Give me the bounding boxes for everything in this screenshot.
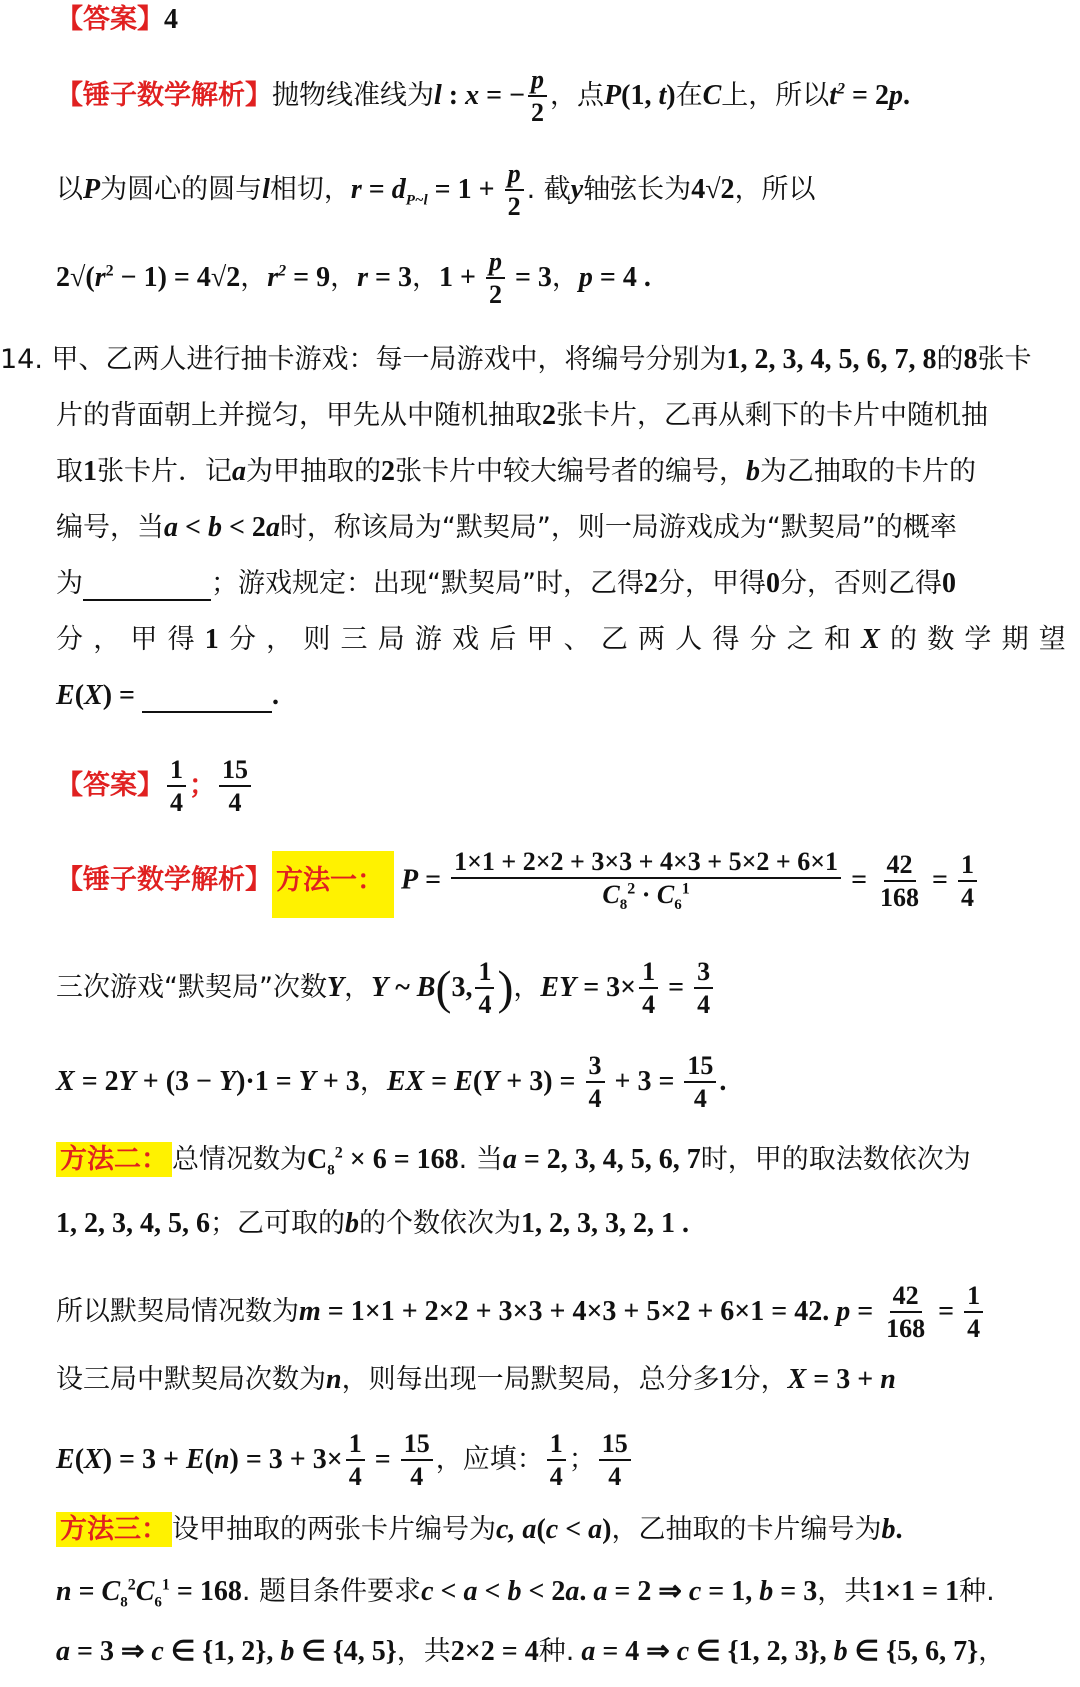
text: ，应填： [435,1443,544,1475]
q14-line-2 [56,400,1066,432]
q14-line-3 [56,456,1066,488]
fraction: $\frac{42}{168}$ [886,1281,926,1344]
math: n [56,1576,72,1607]
math: = 4 . [592,261,651,293]
math: . [895,1514,903,1545]
fraction: $\frac{42}{168}$ [880,849,920,913]
math: = 3× [576,971,637,1003]
method2-line-1 [56,1144,1066,1180]
spread-char: 1 [204,624,219,655]
math: (c < a) [536,1514,612,1545]
math: Y [371,971,389,1003]
math: a [502,1144,517,1175]
prev-analysis-line-1 [56,66,1066,127]
math: ~ [388,971,417,1003]
math: X [56,1065,75,1097]
math: = [925,864,955,896]
fraction: $\frac{1}{4}$ [958,851,977,912]
text: ，则每出现一局默契局，总分多 [341,1364,720,1395]
answer-blank-2[interactable] [142,680,272,713]
q14-line-1 [0,344,1066,376]
method-3-label: 方法三： [56,1512,172,1547]
text: 取 [56,456,83,487]
text: ， [330,261,358,293]
math: 8 [963,344,978,375]
math: $t^2$ [829,79,846,111]
fraction: $\frac{p}{2}$ [486,248,505,309]
text: 三次游戏“默契局”次数 [56,971,327,1003]
math: 2 [542,400,556,431]
math: 4√2 [691,173,735,205]
text: 甲、乙两人进行抽卡游戏：每一局游戏中，将编号分别为 [51,344,727,375]
spread-char: 后 [489,624,517,655]
text: 种. [959,1576,995,1607]
fraction: $\frac{15}{4}$ [401,1430,433,1491]
spread-char: X [861,624,880,655]
math: x [465,79,480,111]
text: ， [344,971,372,1003]
math: EX [386,1065,425,1097]
math: 2×2 = 4 [450,1636,539,1667]
text: ， [551,261,579,293]
spread-char: 三 [340,624,368,655]
math: . [271,680,279,711]
math: b [345,1208,359,1239]
text: 相切， [269,173,351,205]
math: = 3 [507,261,552,293]
text: . 题目条件要求 [241,1576,422,1607]
text: . 截 [526,173,571,205]
math: a [164,512,178,543]
text: ； [568,1443,596,1475]
text: 设三局中默契局次数为 [56,1364,326,1395]
math: ( [435,961,452,1015]
math: = [931,1295,962,1327]
math: 2 [643,568,658,599]
spread-char: 得 [712,624,740,655]
math: = 9 [286,261,331,293]
text: 张卡片．记 [97,456,232,487]
spread-char: ， [93,624,121,655]
math: < a < b < 2a. [433,1576,594,1607]
math: = 4 ⇒ c ∈ {1, 2, 3}, b ∈ {5, 6, 7} [595,1636,979,1667]
spread-char: 望 [1038,624,1066,655]
math: r [350,173,362,205]
math: l [262,173,270,205]
math: X [787,1364,807,1395]
text: 总情况数为 [172,1144,307,1175]
math: < 2 [221,512,266,543]
text: ， [240,261,268,293]
math: a [574,1636,596,1667]
text: ；乙可取的 [210,1208,345,1239]
math: $C_8^2 \times 6 = 168$ [307,1144,459,1179]
math: = 2Y + (3 − Y)·1 = Y + 3 [74,1065,360,1097]
text: ；游戏规定：出现“默契局”时，乙得 [211,568,644,599]
method3-line-1 [56,1514,1066,1546]
math: $r^2$ [267,261,287,293]
text: ，共 [817,1576,872,1607]
math: E [56,1443,75,1475]
text: 时，甲的取法数依次为 [700,1144,971,1175]
spread-char: 得 [167,624,195,655]
method2-line-3 [56,1282,1066,1343]
fraction: $\frac{1}{4}$ [964,1282,983,1343]
math: m [299,1295,321,1327]
method3-line-2 [56,1576,1066,1612]
math: 1, 2, 3, 4, 5, 6 [56,1208,210,1239]
math: l [434,79,442,111]
math: P [604,79,622,111]
math: EY [540,971,577,1003]
text: 编号，当 [56,512,164,543]
fraction: $\frac{p}{2}$ [528,66,547,127]
math: $d_{P\sim l}$ [391,173,428,209]
math: 1 [83,456,97,487]
text: ， [359,1065,387,1097]
q14-answer-line [56,756,1066,817]
math: a [232,456,246,487]
spread-char: 游 [414,624,442,655]
math: r [357,261,368,293]
text: . 当 [458,1144,503,1175]
fraction: $\frac{15}{4}$ [219,756,251,817]
fraction: $\frac{1}{4}$ [346,1430,365,1491]
text: 以 [56,173,83,205]
math: 1, 2, 3, 3, 2, 1 . [521,1208,689,1239]
math: = E(Y + 3) = [424,1065,583,1097]
spread-char: 、 [563,624,591,655]
method-1-label: 方法一： [272,851,394,918]
math: c [421,1576,434,1607]
math: E [56,680,75,711]
method2-line-5 [56,1430,1066,1491]
fraction: $\frac{15}{4}$ [684,1052,716,1113]
prev-answer-line [56,4,1066,36]
spread-char: 分 [228,624,256,655]
math: = 2 ⇒ c = 1, b = 3 [607,1576,818,1607]
text: 在 [675,79,703,111]
prev-analysis-line-3 [56,248,1066,309]
fraction: $\frac{1}{4}$ [547,1430,566,1491]
spread-char: 人 [675,624,703,655]
method2-line-2 [56,1208,1066,1240]
answer-label: 【答案】 [56,769,164,801]
spread-char: ， [266,624,294,655]
text: ，共 [396,1636,451,1667]
spread-char: 局 [377,624,405,655]
spread-char: 的 [890,624,917,655]
answer-label: 【答案】 [56,4,164,35]
method1-line-1 [56,848,1066,914]
math: ) [497,961,514,1015]
math: : [441,79,466,111]
spread-char: 甲 [130,624,158,655]
math: = [661,971,692,1003]
text: 为 [56,568,83,599]
text: ，点 [550,79,605,111]
text: 为甲抽取的 [246,456,381,487]
math: a [593,1576,608,1607]
math: = 1×1 + 2×2 + 3×3 + 4×3 + 5×2 + 6×1 = 42. [320,1295,837,1327]
math: 1×1 = 1 [871,1576,960,1607]
math: = $C_8^2C_6^1 = 168$ [71,1576,242,1611]
text: 分，甲得 [657,568,766,599]
math: 0 [941,568,956,599]
method3-line-3 [56,1636,1066,1668]
text: 分，否则乙得 [779,568,942,599]
prev-analysis-line-2 [56,160,1066,221]
text: ； [189,769,216,801]
math: $2√(r^2 - 1) = 4√2$ [56,261,241,293]
method1-line-3 [56,1052,1066,1113]
method2-line-4 [56,1364,1066,1396]
spread-char: 数 [927,624,955,655]
math: C [702,79,722,111]
math: = 3 [368,261,412,293]
math: = 2p. [845,79,911,111]
text: 抛物线准线为 [272,79,434,111]
question-number: 14. [0,344,43,375]
math: c, a [496,1514,537,1545]
math: 1, 2, 3, 4, 5, 6, 7, 8 [726,344,937,375]
method-2-label: 方法二： [56,1142,172,1177]
text: 张卡 [977,344,1032,375]
math: = 3 ⇒ c ∈ {1, 2}, b ∈ {4, 5} [70,1636,397,1667]
q14-line-5 [56,568,1066,601]
math: = 2, 3, 4, 5, 6, 7 [516,1144,701,1175]
fraction: $\frac{3}{4}$ [586,1052,605,1113]
text: ，所以 [734,173,816,205]
text: ，乙抽取的卡片编号为 [611,1514,882,1545]
fraction: $\frac{1\times 1 + 2\times 2 + 3\times 3 + 4\times 3 + 5\times 2 + 6\times 1}{C_8^2 \cdot C_6^1}$ [451,848,841,914]
math: a [56,1636,70,1667]
text: 分， [733,1364,788,1395]
spread-char: 两 [638,624,665,655]
spread-char: 之 [786,624,814,655]
spread-char: 乙 [600,624,628,655]
math: n [326,1364,342,1395]
math: (1, t) [621,79,676,111]
analysis-label: 【锤子数学解析】 [56,79,272,111]
math: a [265,512,280,543]
math: P [394,864,419,896]
spread-char: 期 [1001,624,1029,655]
method1-line-2 [56,958,1066,1019]
q14-line-7 [56,680,1066,713]
text: 张卡片，乙再从剩下的卡片中随机抽 [556,400,988,431]
math: = 3 + n [806,1364,896,1395]
text: 设甲抽取的两张卡片编号为 [172,1514,496,1545]
text: 种. [538,1636,575,1667]
math: 1 [719,1364,734,1395]
math: = 1 + [427,173,502,205]
q14-line-6 [56,624,1066,656]
text: ， [978,1636,1006,1667]
text: 上，所以 [721,79,830,111]
spread-char: 戏 [452,624,480,655]
analysis-label: 【锤子数学解析】 [56,864,272,896]
math: 1 + [438,261,483,293]
spread-char: 则 [303,624,331,655]
math: y [570,173,584,205]
math: + 3 = [607,1065,682,1097]
math: Y [326,971,345,1003]
spread-char: 分 [749,624,777,655]
text: 张卡片中较大编号者的编号， [395,456,746,487]
q14-line-4 [56,512,1066,544]
fraction: $\frac{15}{4}$ [599,1430,631,1491]
math: = [418,864,449,896]
answer-blank-1[interactable] [83,568,211,601]
math: 3, [451,971,473,1003]
fraction: $\frac{3}{4}$ [694,958,713,1019]
math: < [178,512,208,543]
math: . [719,1065,727,1097]
spread-char: 甲 [526,624,554,655]
spread-char: 学 [964,624,992,655]
math: P [83,173,101,205]
math: = [844,864,875,896]
math: B [416,971,436,1003]
text: ， [411,261,439,293]
math: b [207,512,222,543]
math: 2 [381,456,395,487]
answer-value: 4 [164,4,178,35]
math: 0 [765,568,780,599]
text: 的 [936,344,964,375]
math: = [850,1295,881,1327]
spread-char: 和 [823,624,851,655]
math: b [746,456,760,487]
text: 为乙抽取的卡片的 [760,456,976,487]
text: 的个数依次为 [359,1208,521,1239]
text: 轴弦长为 [583,173,692,205]
text: 时，称该局为“默契局”，则一局游戏成为“默契局”的概率 [279,512,957,543]
fraction: $\frac{p}{2}$ [505,160,524,221]
math: b [881,1514,896,1545]
math: = [367,1443,398,1475]
math: p [836,1295,851,1327]
math: = − [479,79,526,111]
spread-char: 分 [56,624,83,655]
text: 片的背面朝上并搅匀，甲先从中随机抽取 [56,400,542,431]
math: p [578,261,593,293]
math: (X) = 3 + E(n) = 3 + 3× [74,1443,343,1475]
math: = [361,173,392,205]
text: 为圆心的圆与 [100,173,263,205]
math: (X) = [74,680,142,711]
text: ， [513,971,541,1003]
fraction: $\frac{1}{4}$ [475,958,494,1019]
fraction: $\frac{1}{4}$ [639,958,658,1019]
fraction: $\frac{1}{4}$ [167,756,186,817]
text: 所以默契局情况数为 [56,1295,299,1327]
